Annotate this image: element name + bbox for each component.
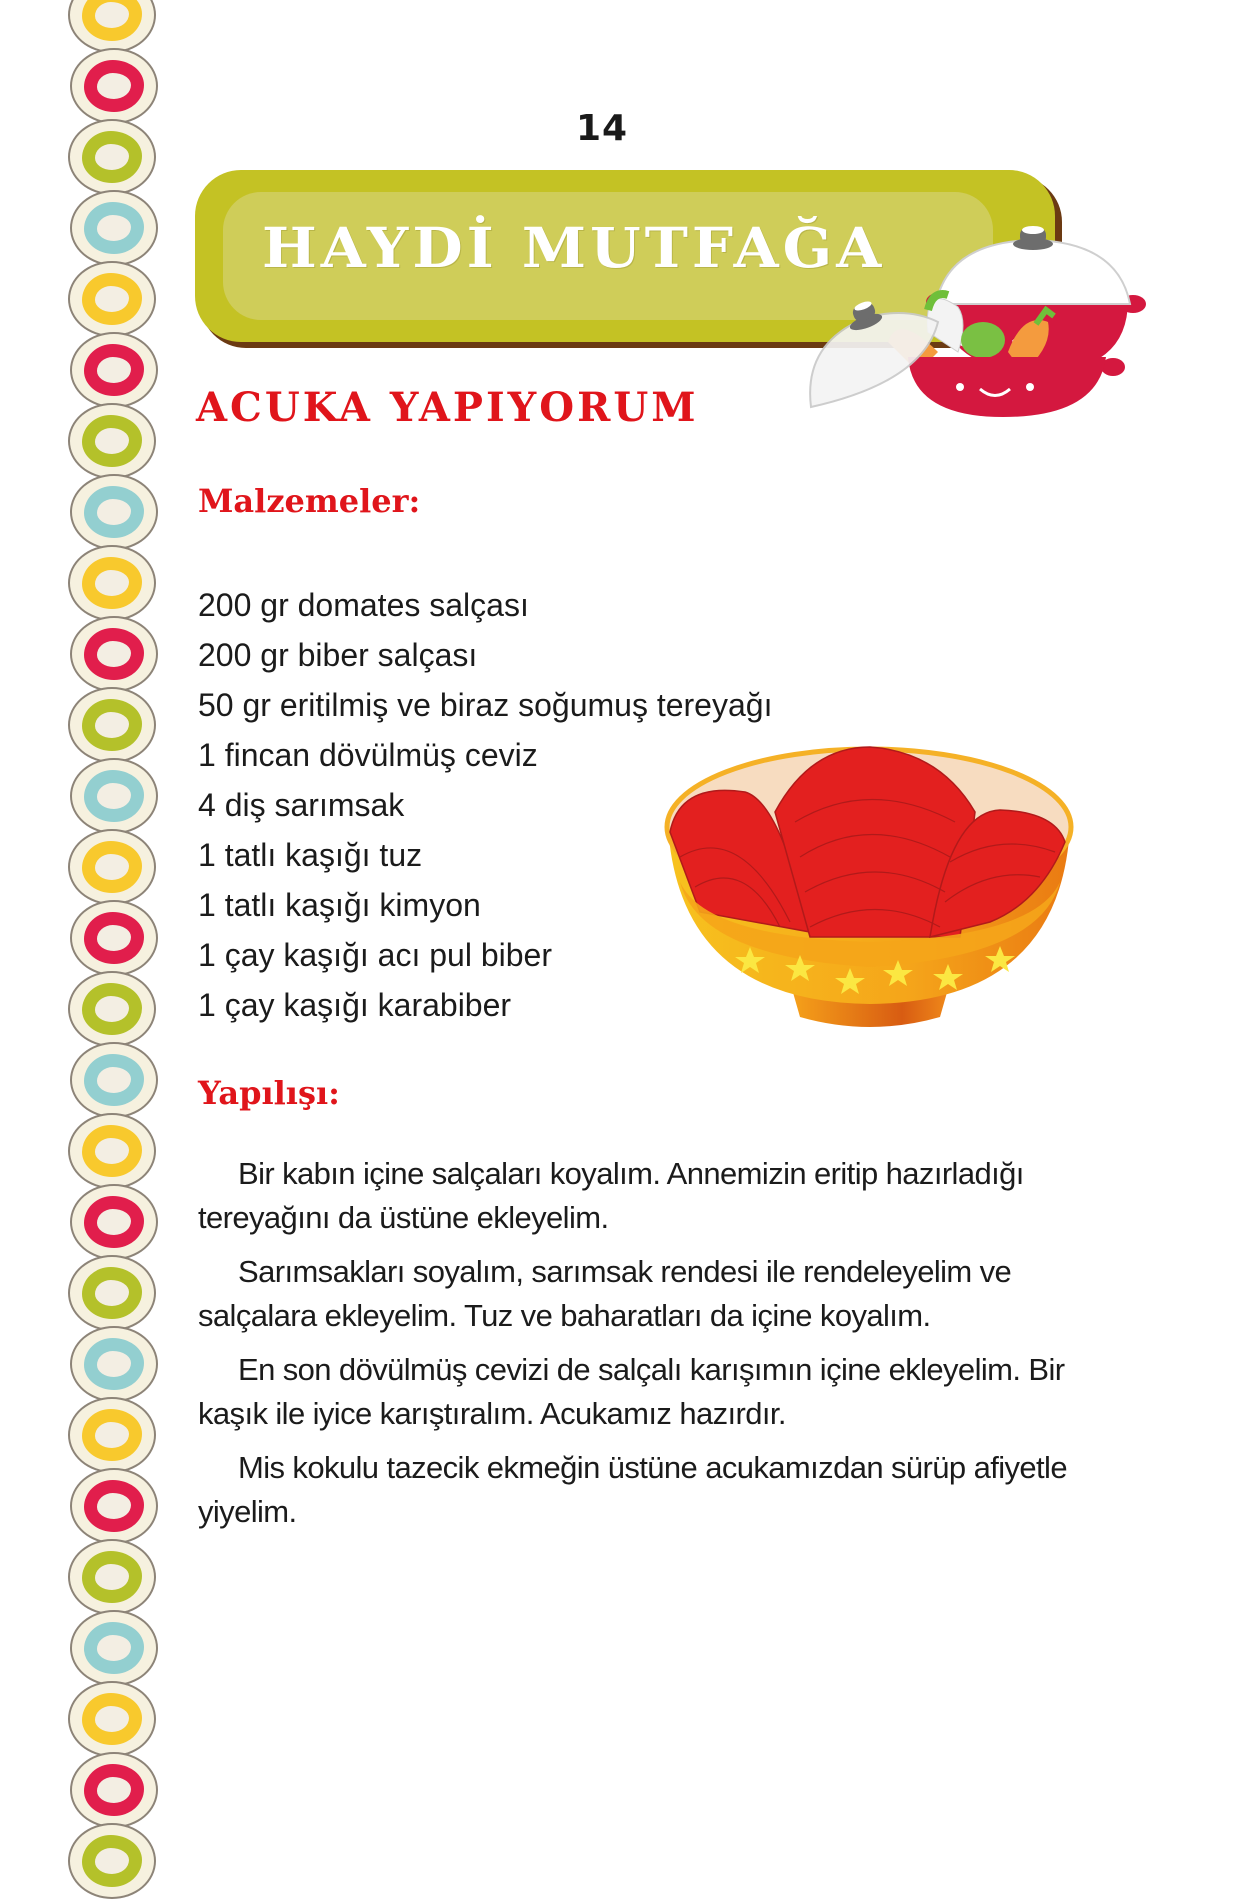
decorative-ring xyxy=(70,758,158,834)
banner-title: HAYDİ MUTFAĞA xyxy=(262,215,886,281)
ingredient-item: 200 gr domates salçası xyxy=(198,587,529,623)
decorative-ring xyxy=(70,48,158,124)
ring-band xyxy=(84,344,144,396)
decorative-ring xyxy=(70,1184,158,1260)
recipe-title: ACUKA YAPIYORUM xyxy=(196,384,699,431)
ring-band xyxy=(84,60,144,112)
ring-band xyxy=(82,841,142,893)
ingredient-item: 1 çay kaşığı karabiber xyxy=(198,987,512,1023)
page-number: 14 xyxy=(575,108,629,149)
decorative-ring xyxy=(70,474,158,550)
ring-band xyxy=(84,628,144,680)
decorative-ring xyxy=(70,1752,158,1828)
decorative-ring xyxy=(70,616,158,692)
ring-band xyxy=(82,699,142,751)
ingredient-item: 200 gr biber salçası xyxy=(198,637,478,673)
ring-band xyxy=(84,1622,144,1674)
steps-heading: Yapılışı: xyxy=(198,1074,340,1112)
ingredient-item: 1 tatlı kaşığı kimyon xyxy=(198,887,481,923)
ring-band xyxy=(82,983,142,1035)
decorative-ring xyxy=(70,332,158,408)
ingredient-item: 4 diş sarımsak xyxy=(198,787,405,823)
ring-band xyxy=(82,273,142,325)
ring-band xyxy=(82,131,142,183)
ingredient-item: 1 tatlı kaşığı tuz xyxy=(198,837,423,873)
acuka-bowl-icon xyxy=(660,742,1080,1032)
decorative-ring-border xyxy=(68,0,160,1800)
decorative-ring xyxy=(70,1468,158,1544)
step-paragraph: En son dövülmüş cevizi de salçalı karışımın içine ekleyelim. Bir kaşık ile iyice karıştıralım. Acukamız hazırdır. xyxy=(198,1352,1065,1431)
step-paragraph: Mis kokulu tazecik ekmeğin üstüne acukamızdan sürüp afiyetle yiyelim. xyxy=(198,1450,1067,1529)
decorative-ring xyxy=(70,900,158,976)
ring-band xyxy=(82,1267,142,1319)
ring-band xyxy=(82,1693,142,1745)
step-paragraph: Bir kabın içine salçaları koyalım. Annemizin eritip hazırladığı tereyağını da üstüne ekleyelim. xyxy=(198,1156,1024,1235)
ring-band xyxy=(84,1764,144,1816)
ring-band xyxy=(84,1196,144,1248)
decorative-ring xyxy=(68,545,156,621)
ingredients-heading: Malzemeler: xyxy=(198,482,421,520)
ingredient-item: 50 gr eritilmiş ve biraz soğumuş tereyağı xyxy=(198,687,773,723)
cooking-pots-icon xyxy=(808,222,1148,422)
step-paragraph: Sarımsakları soyalım, sarımsak rendesi ile rendeleyelim ve salçalara ekleyelim. Tuz ve baharatları da içine koyalım. xyxy=(198,1254,1012,1333)
ring-band xyxy=(82,415,142,467)
decorative-ring xyxy=(68,119,156,195)
ring-band xyxy=(82,557,142,609)
decorative-ring xyxy=(68,829,156,905)
ingredient-item: 1 fincan dövülmüş ceviz xyxy=(198,737,538,773)
ring-band xyxy=(82,1551,142,1603)
ring-band xyxy=(82,1409,142,1461)
ring-band xyxy=(82,0,142,41)
decorative-ring xyxy=(68,1681,156,1757)
ring-band xyxy=(82,1835,142,1887)
decorative-ring xyxy=(68,1397,156,1473)
decorative-ring xyxy=(68,1823,156,1899)
decorative-ring xyxy=(70,1326,158,1402)
decorative-ring xyxy=(68,403,156,479)
ring-band xyxy=(84,1054,144,1106)
ring-band xyxy=(84,770,144,822)
steps-text xyxy=(198,1152,1078,1544)
decorative-ring xyxy=(70,1042,158,1118)
ingredient-item: 1 çay kaşığı acı pul biber xyxy=(198,937,552,973)
ring-band xyxy=(82,1125,142,1177)
decorative-ring xyxy=(68,261,156,337)
decorative-ring xyxy=(68,1539,156,1615)
decorative-ring xyxy=(68,971,156,1047)
ring-band xyxy=(84,912,144,964)
decorative-ring xyxy=(68,1113,156,1189)
ring-band xyxy=(84,1480,144,1532)
ring-band xyxy=(84,486,144,538)
decorative-ring xyxy=(68,687,156,763)
decorative-ring xyxy=(68,1255,156,1331)
ring-band xyxy=(84,202,144,254)
decorative-ring xyxy=(70,1610,158,1686)
ring-band xyxy=(84,1338,144,1390)
decorative-ring xyxy=(68,0,156,53)
decorative-ring xyxy=(70,190,158,266)
